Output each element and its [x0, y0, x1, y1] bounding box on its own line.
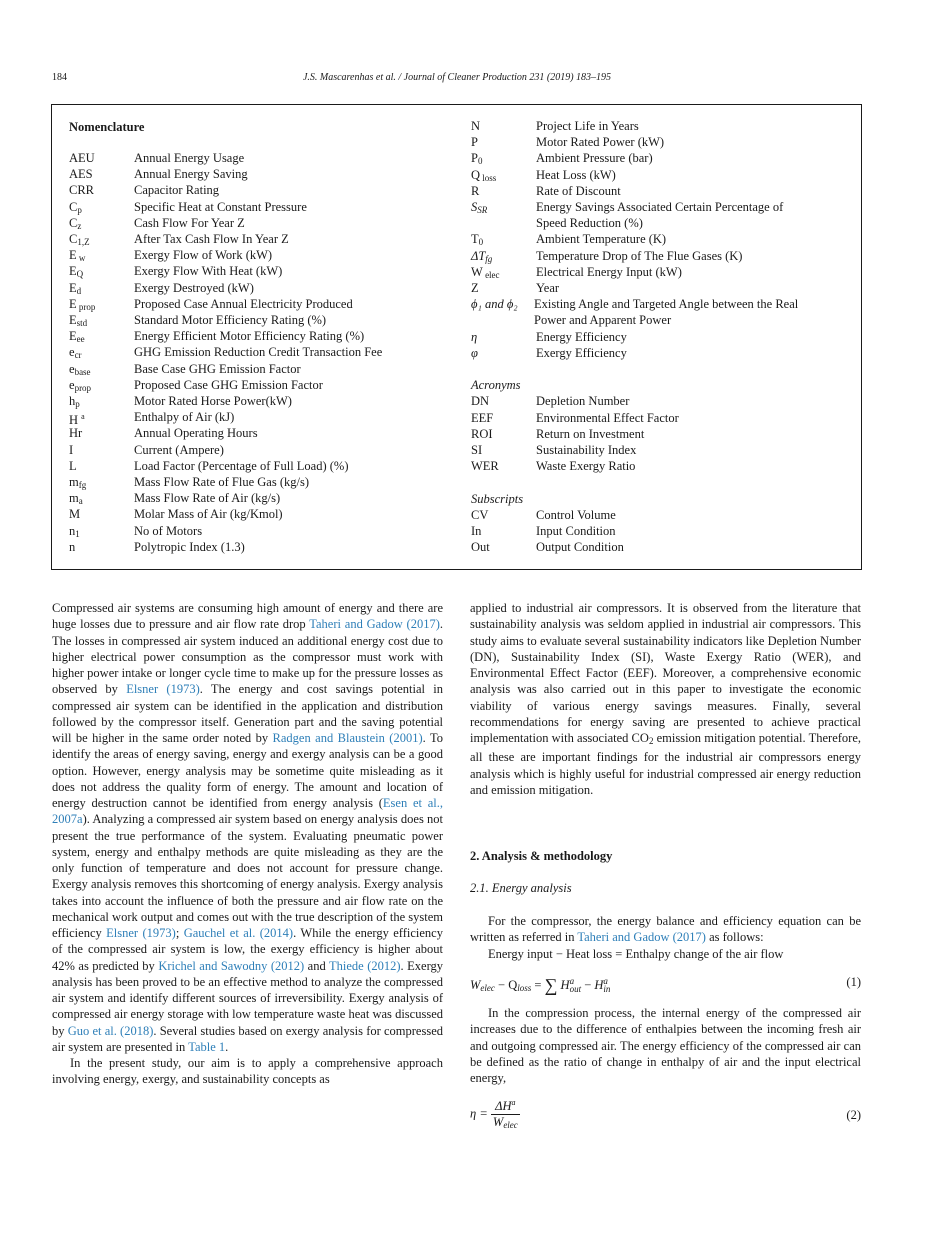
- nomenclature-symbol: P: [471, 135, 478, 150]
- nomenclature-symbol: Z: [471, 281, 479, 295]
- nomenclature-symbol: $\Delta T_{fg}$: [471, 248, 493, 264]
- nomenclature-symbol: Out: [471, 540, 490, 555]
- aim-continued-paragraph: applied to industrial air compressors. It is observed from the literature that sustainability analysis was seldom applied in industrial air compressors. This study aims to evaluate several sustainability indicators like Depletion Number (DN), Sustainability Index (SI), Waste Exergy Ratio (WER), and Environmental Effect Factor (EEF). Moreover, a comprehensive economic analysis was also carried out in this paper to investigate the economic viability of various energy savings measures. Finally, several recommendations for energy saving are presented to achieve practical implementation with associated $CO_2$ emission mitigation potential. Therefore, all these are important findings for the industrial air compressors energy analysis which is highly useful for industrial compressed air energy reduction and emission mitigation.: [470, 601, 861, 797]
- nomenclature-definition: Current (Ampere): [134, 442, 224, 457]
- nomenclature-definition: Energy Efficiency: [536, 329, 627, 344]
- nomenclature-box: [51, 104, 862, 570]
- nomenclature-symbol: Hr: [69, 426, 83, 441]
- nomenclature-symbol: W $_{elec}$: [471, 264, 500, 280]
- equation-2-number: (2): [846, 1108, 861, 1122]
- nomenclature-definition: Temperature Drop of The Flue Gases (K): [536, 248, 743, 263]
- nomenclature-definition: Specific Heat at Constant Pressure: [134, 199, 307, 214]
- nomenclature-definition-continued: Speed Reduction (%): [536, 216, 643, 230]
- citation-link[interactable]: Gauchel et al. (2014): [183, 926, 294, 940]
- nomenclature-definition: Standard Motor Efficiency Rating (%): [134, 313, 327, 327]
- nomenclature-symbol: $n_1$: [69, 523, 80, 539]
- nomenclature-symbol: $e_{prop}$: [69, 377, 92, 393]
- nomenclature-definition: Mass Flow Rate of Air (kg/s): [134, 491, 281, 506]
- nomenclature-symbol: AEU: [69, 151, 95, 165]
- nomenclature-definition: No of Motors: [134, 523, 203, 538]
- citation-link[interactable]: Thiede (2012): [329, 958, 401, 973]
- nomenclature-definition: Annual Energy Saving: [134, 167, 248, 182]
- nomenclature-definition: Ambient Temperature (K): [536, 232, 667, 247]
- nomenclature-definition: Motor Rated Horse Power(kW): [134, 394, 292, 408]
- nomenclature-symbol: $C_z$: [69, 215, 82, 231]
- nomenclature-definition: GHG Emission Reduction Credit Transaction Fee: [134, 345, 383, 360]
- body-left-column: [52, 600, 443, 1088]
- equation-2: η = $\frac{\Delta H^a}{W_{elec}}$ (2): [470, 1098, 861, 1130]
- nomenclature-definition: Heat Loss (kW): [536, 167, 616, 182]
- nomenclature-symbol: M: [69, 507, 81, 522]
- nomenclature-symbol: I: [69, 442, 74, 457]
- nomenclature-definition: Sustainability Index: [536, 443, 637, 457]
- nomenclature-definition: Waste Exergy Ratio: [536, 459, 636, 474]
- nomenclature-definition: Rate of Discount: [536, 183, 621, 198]
- nomenclature-symbol: ROI: [471, 426, 493, 441]
- nomenclature-symbol: WER: [471, 459, 499, 474]
- nomenclature-right-column: [471, 118, 861, 568]
- nomenclature-definition-continued: Power and Apparent Power: [534, 313, 672, 328]
- nomenclature-symbol: DN: [471, 394, 490, 409]
- nomenclature-symbol: E $_{prop}$: [69, 296, 96, 312]
- citation-link[interactable]: Taheri and Gadow (2017): [309, 617, 440, 632]
- nomenclature-definition: Year: [536, 281, 560, 295]
- nomenclature-definition: Annual Operating Hours: [134, 426, 258, 441]
- nomenclature-symbol: CRR: [69, 183, 95, 198]
- nomenclature-symbol: R: [471, 183, 480, 198]
- nomenclature-definition: Molar Mass of Air (kg/Kmol): [134, 507, 283, 522]
- subscripts-heading: Subscripts: [471, 491, 524, 506]
- nomenclature-symbol: $e_{cr}$: [69, 345, 82, 361]
- nomenclature-definition: Output Condition: [536, 540, 624, 555]
- nomenclature-definition: Electrical Energy Input (kW): [536, 264, 682, 279]
- citation-link[interactable]: Radgen and Blaustein (2001): [272, 731, 423, 745]
- citation-link[interactable]: Taheri and Gadow (2017): [577, 930, 706, 945]
- citation-link[interactable]: Esen et al., 2007a: [52, 796, 444, 827]
- equation-1-number: (1): [846, 975, 861, 989]
- nomenclature-definition: Return on Investment: [536, 426, 645, 441]
- nomenclature-symbol: $P_0$: [471, 151, 483, 167]
- nomenclature-symbol: $T_0$: [471, 232, 484, 248]
- citation-link[interactable]: Guo et al. (2018): [67, 1023, 154, 1038]
- section-heading: 2. Analysis & methodology: [470, 849, 613, 863]
- nomenclature-definition: Polytropic Index (1.3): [134, 539, 245, 554]
- acronyms-heading: Acronyms: [471, 378, 521, 393]
- nomenclature-symbol: Q $_{loss}$: [471, 167, 497, 183]
- nomenclature-definition: Base Case GHG Emission Factor: [134, 361, 301, 376]
- nomenclature-symbol: $E_{std}$: [69, 313, 88, 328]
- energy-balance-paragraph: For the compressor, the energy balance and efficiency equation can be written as referred in Taheri and Gadow (2017) as follows:: [470, 914, 861, 945]
- nomenclature-symbol: $C_p$: [69, 199, 82, 215]
- nomenclature-symbol: $E_{ee}$: [69, 329, 85, 345]
- compression-text: [470, 1005, 861, 1086]
- subsection-heading: 2.1. Energy analysis: [470, 881, 572, 895]
- nomenclature-definition: Proposed Case GHG Emission Factor: [134, 377, 323, 392]
- energy-words-equation: Energy input − Heat loss = Enthalpy change of the air flow: [488, 946, 784, 961]
- nomenclature-definition: Exergy Destroyed (kW): [134, 280, 254, 295]
- nomenclature-symbol: H $^a$: [69, 412, 85, 428]
- nomenclature-symbol: AES: [69, 167, 93, 182]
- nomenclature-definition: Capacitor Rating: [134, 183, 220, 198]
- nomenclature-symbol: CV: [471, 507, 489, 522]
- nomenclature-symbol: $S_{SR}$: [471, 200, 488, 215]
- nomenclature-definition: Proposed Case Annual Electricity Produced: [134, 296, 353, 311]
- nomenclature-definition: Exergy Flow With Heat (kW): [134, 264, 283, 279]
- energy-analysis-text: [470, 913, 861, 962]
- aim-paragraph: In the present study, our aim is to apply a comprehensive approach involving energy, exergy, and sustainability concepts as: [52, 1056, 443, 1087]
- nomenclature-definition: Motor Rated Power (kW): [536, 135, 665, 150]
- nomenclature-definition: Energy Efficient Motor Efficiency Rating (%): [134, 329, 365, 344]
- equation-1: $W_{elec} - Q_{loss}$ = ∑ H a out − H a in (1): [470, 975, 861, 995]
- nomenclature-symbol: $E_d$: [69, 280, 82, 296]
- nomenclature-title: Nomenclature: [69, 120, 145, 134]
- nomenclature-definition: Existing Angle and Targeted Angle between the Real: [534, 297, 799, 312]
- compression-paragraph: In the compression process, the internal energy of the compressed air increases due to the difference of enthalpies between the incoming fresh air and outgoing compressed air. The energy efficiency of the compressed air can be defined as the ratio of change in enthalpy of air and the input electrical energy,: [470, 1006, 861, 1085]
- citation-link[interactable]: Table 1: [188, 1039, 226, 1054]
- journal-citation: J.S. Mascarenhas et al. / Journal of Cleaner Production 231 (2019) 183–195: [302, 72, 612, 83]
- intro-paragraph: Compressed air systems are consuming high amount of energy and there are huge losses due to pressure and air flow rate drop Taheri and Gadow (2017). The losses in compressed air system induced an additional energy cost due to higher electrical power consumption as the compressor must work with higher power intake or longer cycle time to make up for the pressure losses as observed by Elsner (1973). The energy and cost savings potential in compressed air system can be identified in the application and distribution followed by the compressor itself. Generation part and the saving potential will be higher in the same order noted by Radgen and Blaustein (2001). To identify the areas of energy saving, energy and exergy analysis can be a good option. However, energy analysis may be sometime quite misleading as it does not address the quality form of energy. The amount and location of energy destruction cannot be identified from energy analysis (Esen et al., 2007a). Analyzing a compressed air system based on energy analysis does not present the true performance of the system. Evaluating pneumatic power system, energy and enthalpy methods are quite misleading as they are the only function of temperature and does not account for pressure change. Exergy analysis removes this shortcoming of energy analysis. Exergy analysis takes into account the influence of both the pressure and air flow rate on the mechanical work output and comes out with the true description of the system efficiency Elsner (1973); Gauchel et al. (2014). While the energy efficiency of the compressed air system is low, the exergy efficiency is higher about 42% as predicted by Krichel and Sawodny (2012) and Thiede (2012). Exergy analysis has been proved to be an effective method to analyze the compressed air system and identify different sources of irreversibility. Exergy analysis of compressed air energy storage with low temperature waste heat was discussed by Guo et al. (2018). Several studies based on exergy analysis for compressed air system are presented in Table 1.: [52, 601, 444, 1054]
- running-header: [52, 72, 862, 88]
- nomenclature-definition: Project Life in Years: [536, 119, 639, 133]
- nomenclature-symbol: ϕ₁ and ϕ₂: [471, 297, 518, 312]
- nomenclature-definition: Exergy Flow of Work (kW): [134, 248, 273, 263]
- nomenclature-definition: Control Volume: [536, 507, 616, 522]
- nomenclature-definition: Mass Flow Rate of Flue Gas (kg/s): [134, 475, 309, 489]
- citation-link[interactable]: Krichel and Sawodny (2012): [158, 958, 305, 973]
- nomenclature-definition: Enthalpy of Air (kJ): [134, 410, 235, 425]
- nomenclature-symbol: φ: [471, 345, 478, 360]
- nomenclature-symbol: SI: [471, 443, 483, 457]
- nomenclature-definition: Ambient Pressure (bar): [536, 151, 653, 166]
- nomenclature-definition: Environmental Effect Factor: [536, 410, 679, 425]
- nomenclature-definition: Energy Savings Associated Certain Percentage of: [536, 200, 784, 214]
- nomenclature-symbol: n: [69, 539, 76, 554]
- nomenclature-left-column: [69, 150, 449, 570]
- nomenclature-symbol: $e_{base}$: [69, 361, 91, 377]
- nomenclature-definition: After Tax Cash Flow In Year Z: [134, 232, 289, 246]
- nomenclature-symbol: $E_Q$: [69, 264, 84, 280]
- nomenclature-symbol: $m_{fg}$: [69, 475, 87, 490]
- nomenclature-definition: Input Condition: [536, 524, 616, 538]
- nomenclature-definition: Exergy Efficiency: [536, 345, 627, 360]
- nomenclature-symbol: EEF: [471, 410, 494, 425]
- nomenclature-symbol: N: [471, 119, 481, 133]
- nomenclature-symbol: $h_p$: [69, 394, 80, 409]
- nomenclature-symbol: η: [471, 329, 478, 344]
- nomenclature-definition: Annual Energy Usage: [134, 151, 245, 165]
- nomenclature-symbol: E $_w$: [69, 248, 86, 264]
- nomenclature-symbol: $C_{1,Z}$: [69, 232, 90, 247]
- nomenclature-definition: Load Factor (Percentage of Full Load) (%): [134, 458, 349, 473]
- nomenclature-definition: Cash Flow For Year Z: [134, 215, 245, 230]
- body-right-column: [470, 600, 861, 798]
- nomenclature-symbol: In: [471, 524, 482, 538]
- nomenclature-symbol: $m_a$: [69, 491, 83, 507]
- citation-link[interactable]: Elsner (1973): [126, 682, 200, 697]
- citation-link[interactable]: Elsner (1973): [106, 926, 176, 940]
- nomenclature-symbol: L: [69, 458, 77, 473]
- nomenclature-definition: Depletion Number: [536, 394, 630, 409]
- page-number: 184: [52, 72, 67, 83]
